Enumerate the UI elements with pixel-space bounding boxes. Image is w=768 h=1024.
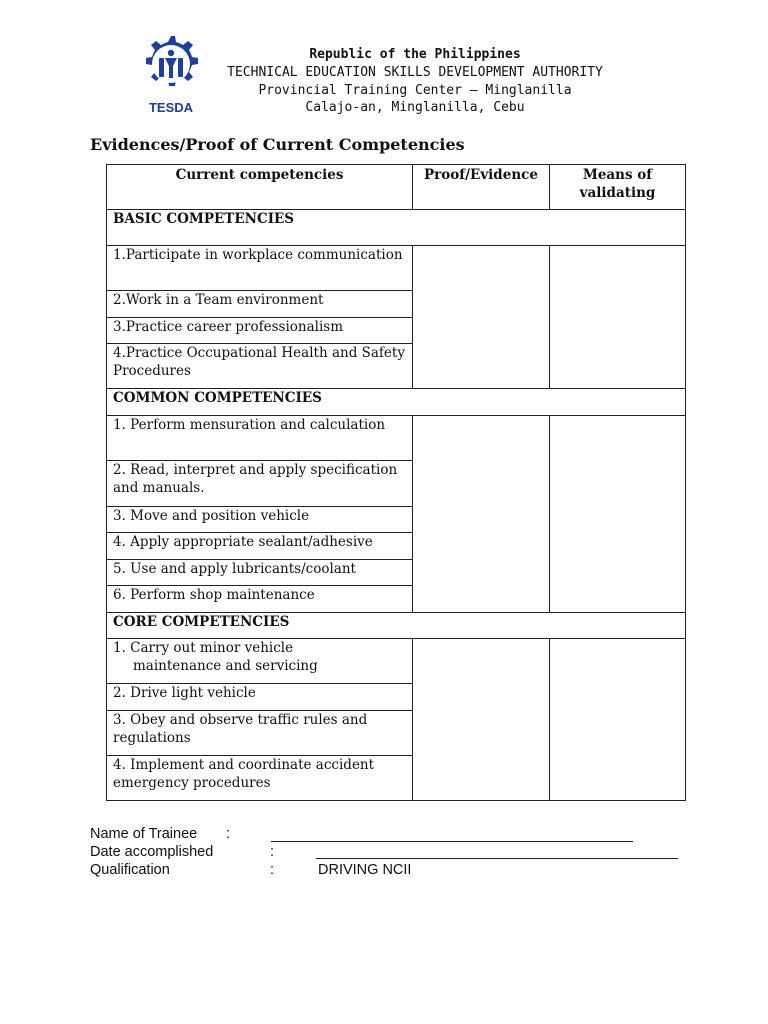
competency-line-2: maintenance and servicing xyxy=(133,658,318,674)
proof-cell xyxy=(413,639,550,801)
section-row xyxy=(107,210,686,246)
qualification-label: Qualification xyxy=(90,862,170,878)
header-address: Calajo-an, Minglanilla, Cebu xyxy=(305,100,525,116)
proof-cell xyxy=(413,246,550,389)
validating-cell xyxy=(550,639,686,801)
date-accomplished-line[interactable] xyxy=(316,858,678,859)
competency-line-1: 1. Carry out minor vehicle xyxy=(113,640,294,656)
col-header-proof: Proof/Evidence xyxy=(413,165,550,210)
qualification-colon: : xyxy=(270,862,275,878)
col-header-competencies: Current competencies xyxy=(107,165,413,210)
competency-cell: 6. Perform shop maintenance xyxy=(107,586,413,613)
competency-cell: 2. Read, interpret and apply specification and manuals. xyxy=(107,461,413,507)
validating-cell xyxy=(550,246,686,389)
header-center: Provincial Training Center – Minglanilla xyxy=(258,82,572,98)
qualification-value: DRIVING NCII xyxy=(318,862,412,878)
proof-cell xyxy=(413,416,550,613)
col-header-validating: Means of validating xyxy=(550,165,686,210)
competency-cell: 2.Work in a Team environment xyxy=(107,291,413,318)
name-of-trainee-line[interactable] xyxy=(271,841,633,842)
letterhead xyxy=(185,46,645,117)
header-authority: TECHNICAL EDUCATION SKILLS DEVELOPMENT AUTHORITY xyxy=(227,64,603,80)
table-header-row xyxy=(107,165,686,210)
competency-cell: 3. Move and position vehicle xyxy=(107,507,413,533)
competencies-table xyxy=(106,164,686,801)
header-republic: Republic of the Philippines xyxy=(309,47,521,62)
competency-cell: 4.Practice Occupational Health and Safety Procedures xyxy=(107,344,413,389)
competency-cell: 1.Participate in workplace communication xyxy=(107,246,413,291)
section-row xyxy=(107,389,686,416)
section-heading-basic: BASIC COMPETENCIES xyxy=(107,210,686,246)
validating-cell xyxy=(550,416,686,613)
page-title: Evidences/Proof of Current Competencies xyxy=(90,135,465,154)
competency-cell: 3.Practice career professionalism xyxy=(107,318,413,344)
date-accomplished-label: Date accomplished xyxy=(90,844,214,860)
competency-cell: 3. Obey and observe traffic rules and regulations xyxy=(107,711,413,756)
table-row xyxy=(107,416,686,461)
competency-cell: 5. Use and apply lubricants/coolant xyxy=(107,560,413,586)
section-heading-common: COMMON COMPETENCIES xyxy=(107,389,686,416)
competency-cell: 1. Perform mensuration and calculation xyxy=(107,416,413,461)
name-colon: : xyxy=(226,826,231,842)
date-colon: : xyxy=(270,844,275,860)
svg-text:TESDA: TESDA xyxy=(148,100,194,115)
table-row xyxy=(107,639,686,684)
table-row xyxy=(107,246,686,291)
competency-cell: 4. Implement and coordinate accident emergency procedures xyxy=(107,756,413,801)
competency-cell: 4. Apply appropriate sealant/adhesive xyxy=(107,533,413,560)
section-heading-core: CORE COMPETENCIES xyxy=(107,613,686,639)
competency-cell: 2. Drive light vehicle xyxy=(107,684,413,711)
competency-cell xyxy=(107,639,413,684)
section-row xyxy=(107,613,686,639)
name-of-trainee-label: Name of Trainee xyxy=(90,826,198,842)
